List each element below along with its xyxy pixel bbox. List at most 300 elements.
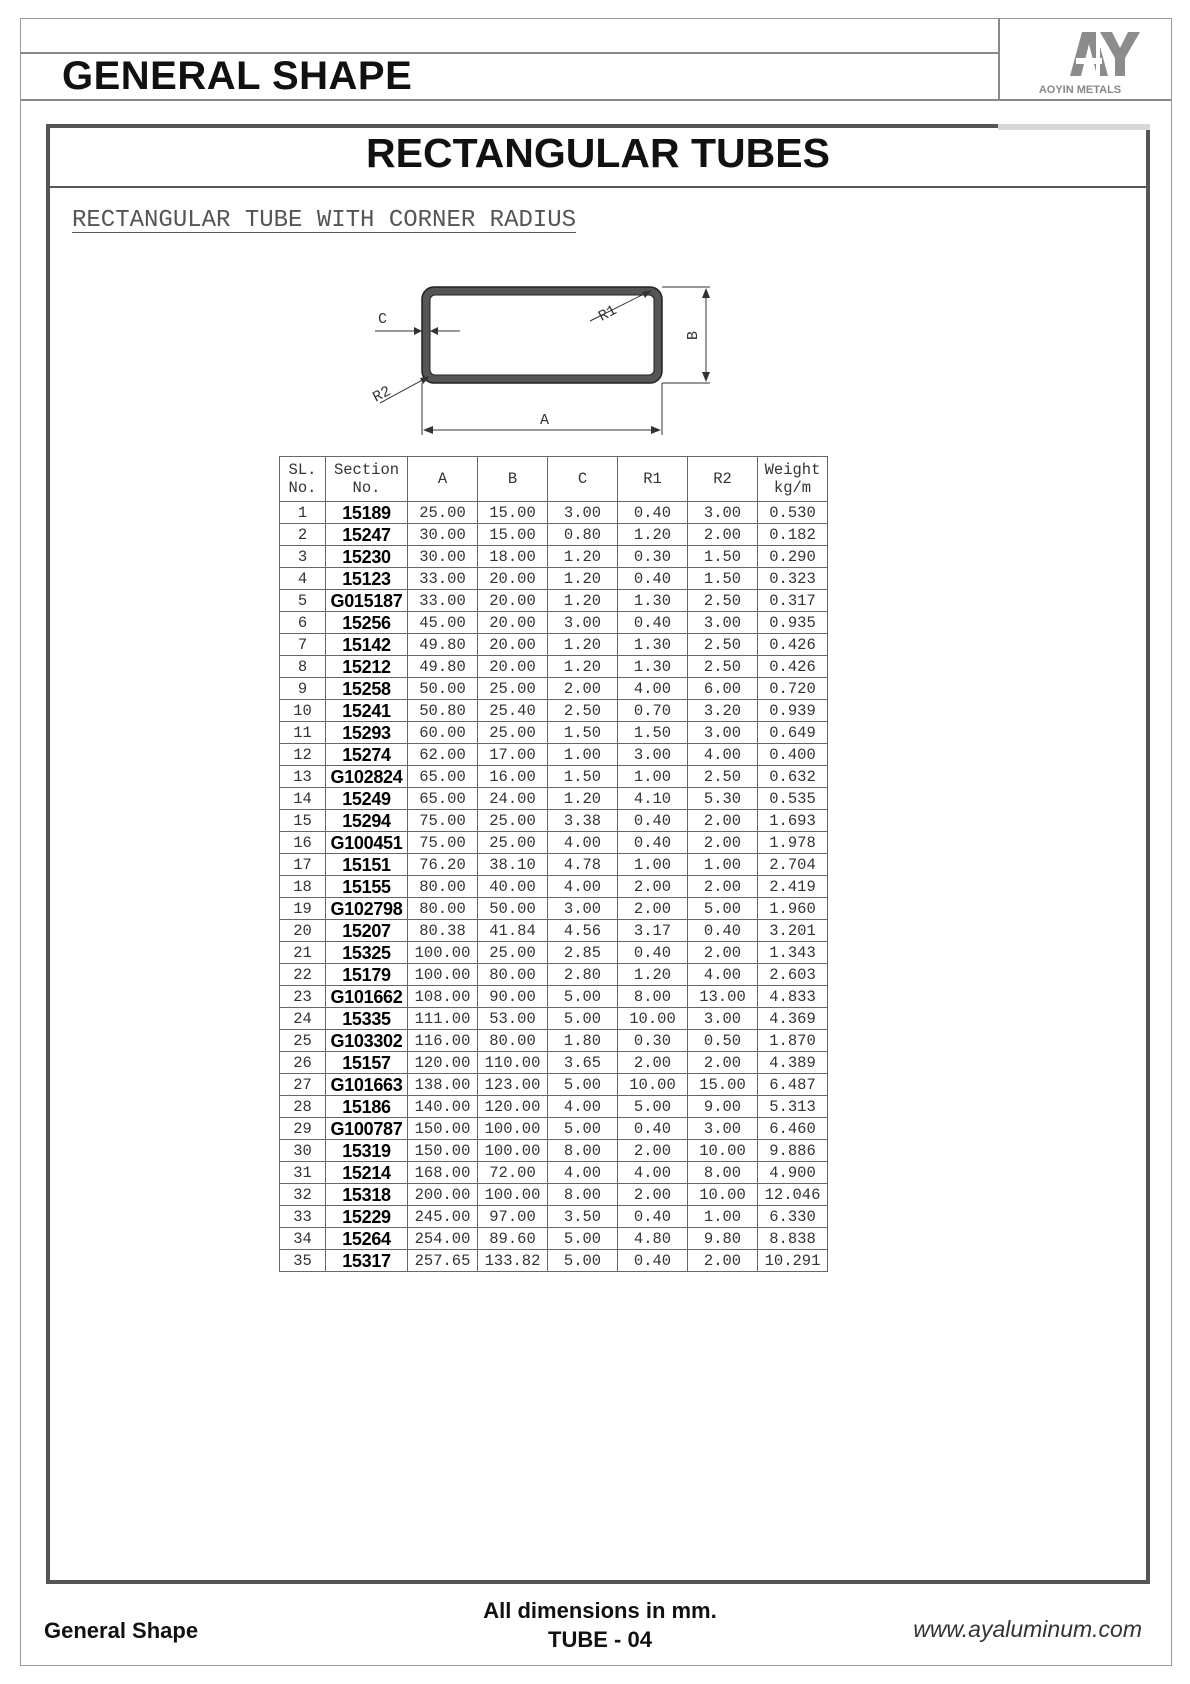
section-subtitle: RECTANGULAR TUBE WITH CORNER RADIUS	[72, 207, 577, 234]
cell-c: 3.00	[548, 502, 618, 524]
cell-c: 5.00	[548, 1008, 618, 1030]
cell-weight: 4.369	[758, 1008, 828, 1030]
cell-r2: 2.00	[688, 524, 758, 546]
table-row	[280, 722, 828, 744]
header-c: C	[548, 457, 618, 502]
cell-r2: 2.00	[688, 1250, 758, 1272]
footer-left-label: General Shape	[44, 1618, 199, 1643]
table-row	[280, 1030, 828, 1052]
cell-c: 3.00	[548, 898, 618, 920]
cell-r2: 2.00	[688, 810, 758, 832]
cell-section-no: 15319	[326, 1140, 408, 1162]
cell-sl-no: 1	[280, 502, 326, 524]
header-weight: Weight kg/m	[758, 457, 828, 502]
cell-r2: 3.00	[688, 1008, 758, 1030]
cell-r2: 5.00	[688, 898, 758, 920]
cell-b: 20.00	[478, 634, 548, 656]
cell-r2: 2.00	[688, 876, 758, 898]
footer-center	[380, 1596, 820, 1654]
cell-b: 80.00	[478, 964, 548, 986]
cell-r1: 5.00	[618, 1096, 688, 1118]
cell-weight: 2.419	[758, 876, 828, 898]
cell-c: 3.00	[548, 612, 618, 634]
cell-sl-no: 31	[280, 1162, 326, 1184]
cell-b: 110.00	[478, 1052, 548, 1074]
cell-r1: 4.10	[618, 788, 688, 810]
cell-weight: 0.400	[758, 744, 828, 766]
table-row	[280, 810, 828, 832]
cell-c: 8.00	[548, 1184, 618, 1206]
cell-section-no: 15241	[326, 700, 408, 722]
cell-b: 20.00	[478, 612, 548, 634]
cell-r2: 9.80	[688, 1228, 758, 1250]
cell-c: 5.00	[548, 1074, 618, 1096]
cell-b: 20.00	[478, 656, 548, 678]
cell-c: 1.80	[548, 1030, 618, 1052]
cell-section-no: 15214	[326, 1162, 408, 1184]
footer-dimensions-note: All dimensions in mm.	[483, 1598, 717, 1623]
cell-r2: 2.00	[688, 1052, 758, 1074]
cell-r2: 10.00	[688, 1184, 758, 1206]
cell-weight: 0.535	[758, 788, 828, 810]
cell-r1: 0.40	[618, 1206, 688, 1228]
cell-r1: 4.00	[618, 1162, 688, 1184]
cell-r1: 2.00	[618, 876, 688, 898]
cell-section-no: 15207	[326, 920, 408, 942]
cell-b: 25.00	[478, 832, 548, 854]
cell-a: 62.00	[408, 744, 478, 766]
cell-r2: 2.50	[688, 634, 758, 656]
cell-section-no: 15258	[326, 678, 408, 700]
cell-weight: 2.603	[758, 964, 828, 986]
cell-c: 5.00	[548, 1250, 618, 1272]
table-row	[280, 942, 828, 964]
cell-sl-no: 16	[280, 832, 326, 854]
company-logo	[1000, 24, 1160, 100]
cell-r1: 2.00	[618, 1052, 688, 1074]
cell-b: 38.10	[478, 854, 548, 876]
cell-section-no: 15157	[326, 1052, 408, 1074]
title-rule	[50, 186, 1146, 188]
cell-r1: 1.20	[618, 964, 688, 986]
cell-sl-no: 32	[280, 1184, 326, 1206]
cell-weight: 2.704	[758, 854, 828, 876]
cell-a: 100.00	[408, 964, 478, 986]
cell-sl-no: 18	[280, 876, 326, 898]
cell-r1: 10.00	[618, 1074, 688, 1096]
table-row	[280, 656, 828, 678]
cell-sl-no: 35	[280, 1250, 326, 1272]
cell-weight: 1.343	[758, 942, 828, 964]
cell-sl-no: 3	[280, 546, 326, 568]
cell-b: 89.60	[478, 1228, 548, 1250]
cell-c: 1.50	[548, 766, 618, 788]
cell-c: 5.00	[548, 986, 618, 1008]
cell-r1: 1.30	[618, 634, 688, 656]
cell-sl-no: 25	[280, 1030, 326, 1052]
table-row	[280, 524, 828, 546]
footer-website-link[interactable]: www.ayaluminum.com	[913, 1616, 1142, 1642]
cell-c: 4.78	[548, 854, 618, 876]
table-row	[280, 1140, 828, 1162]
cell-b: 97.00	[478, 1206, 548, 1228]
cell-sl-no: 23	[280, 986, 326, 1008]
table-row	[280, 1206, 828, 1228]
table-row	[280, 634, 828, 656]
table-row	[280, 1250, 828, 1272]
cell-weight: 12.046	[758, 1184, 828, 1206]
cell-r2: 0.40	[688, 920, 758, 942]
cell-r1: 1.30	[618, 590, 688, 612]
cell-section-no: G100451	[326, 832, 408, 854]
cell-r1: 0.40	[618, 568, 688, 590]
cell-sl-no: 13	[280, 766, 326, 788]
cell-sl-no: 17	[280, 854, 326, 876]
cell-r2: 1.50	[688, 546, 758, 568]
cell-section-no: G102798	[326, 898, 408, 920]
cell-b: 40.00	[478, 876, 548, 898]
cell-r2: 2.50	[688, 766, 758, 788]
table-row	[280, 1228, 828, 1250]
cell-section-no: 15230	[326, 546, 408, 568]
cell-weight: 4.833	[758, 986, 828, 1008]
cell-weight: 6.330	[758, 1206, 828, 1228]
cell-sl-no: 22	[280, 964, 326, 986]
cell-section-no: 15317	[326, 1250, 408, 1272]
cell-a: 49.80	[408, 656, 478, 678]
table-row	[280, 1118, 828, 1140]
cell-sl-no: 7	[280, 634, 326, 656]
cell-b: 90.00	[478, 986, 548, 1008]
cell-c: 1.20	[548, 568, 618, 590]
cell-weight: 6.460	[758, 1118, 828, 1140]
cell-b: 20.00	[478, 568, 548, 590]
dimensions-table	[279, 456, 828, 1272]
cell-c: 4.00	[548, 1162, 618, 1184]
cell-weight: 5.313	[758, 1096, 828, 1118]
cell-a: 257.65	[408, 1250, 478, 1272]
cell-a: 108.00	[408, 986, 478, 1008]
logo-company-name: AOYIN METALS	[1038, 84, 1122, 96]
cell-c: 5.00	[548, 1118, 618, 1140]
cell-c: 1.20	[548, 634, 618, 656]
cell-weight: 1.870	[758, 1030, 828, 1052]
cell-r1: 1.30	[618, 656, 688, 678]
cell-section-no: 15155	[326, 876, 408, 898]
cell-weight: 0.426	[758, 656, 828, 678]
cell-r2: 1.50	[688, 568, 758, 590]
cell-section-no: G103302	[326, 1030, 408, 1052]
cell-weight: 0.426	[758, 634, 828, 656]
cell-section-no: 15229	[326, 1206, 408, 1228]
cell-r1: 2.00	[618, 1140, 688, 1162]
table-row	[280, 986, 828, 1008]
cell-c: 2.80	[548, 964, 618, 986]
table-row	[280, 876, 828, 898]
header-section-no: Section No.	[326, 457, 408, 502]
cell-section-no: G015187	[326, 590, 408, 612]
ay-logo-icon	[1000, 24, 1160, 84]
table-row	[280, 766, 828, 788]
cell-b: 123.00	[478, 1074, 548, 1096]
cell-r1: 2.00	[618, 1184, 688, 1206]
table-row	[280, 502, 828, 524]
cell-r2: 3.20	[688, 700, 758, 722]
cell-b: 25.00	[478, 678, 548, 700]
cell-c: 4.00	[548, 1096, 618, 1118]
cell-a: 150.00	[408, 1118, 478, 1140]
table-row	[280, 1008, 828, 1030]
cell-section-no: G100787	[326, 1118, 408, 1140]
cell-section-no: 15325	[326, 942, 408, 964]
cell-r2: 10.00	[688, 1140, 758, 1162]
table-row	[280, 898, 828, 920]
cell-sl-no: 11	[280, 722, 326, 744]
cell-r1: 0.40	[618, 1250, 688, 1272]
table-row	[280, 964, 828, 986]
cell-a: 80.00	[408, 876, 478, 898]
cell-b: 100.00	[478, 1184, 548, 1206]
cell-a: 100.00	[408, 942, 478, 964]
cell-a: 45.00	[408, 612, 478, 634]
cell-r2: 15.00	[688, 1074, 758, 1096]
cell-r1: 1.00	[618, 854, 688, 876]
cell-r1: 0.40	[618, 942, 688, 964]
cell-weight: 1.978	[758, 832, 828, 854]
cell-weight: 6.487	[758, 1074, 828, 1096]
cell-section-no: 15151	[326, 854, 408, 876]
header-title: GENERAL SHAPE	[62, 54, 413, 98]
table-row	[280, 1162, 828, 1184]
cell-b: 133.82	[478, 1250, 548, 1272]
cell-r1: 3.00	[618, 744, 688, 766]
cell-section-no: 15293	[326, 722, 408, 744]
cell-section-no: 15142	[326, 634, 408, 656]
table-row	[280, 1096, 828, 1118]
cell-sl-no: 8	[280, 656, 326, 678]
cell-sl-no: 4	[280, 568, 326, 590]
cell-r1: 4.80	[618, 1228, 688, 1250]
cell-weight: 0.935	[758, 612, 828, 634]
cell-r2: 3.00	[688, 722, 758, 744]
cell-section-no: 15335	[326, 1008, 408, 1030]
table-header-row	[280, 457, 828, 502]
cell-b: 80.00	[478, 1030, 548, 1052]
cell-r1: 0.40	[618, 832, 688, 854]
cell-b: 100.00	[478, 1118, 548, 1140]
cell-b: 20.00	[478, 590, 548, 612]
cell-r2: 3.00	[688, 1118, 758, 1140]
header-r2: R2	[688, 457, 758, 502]
cell-sl-no: 29	[280, 1118, 326, 1140]
cell-a: 168.00	[408, 1162, 478, 1184]
cell-b: 18.00	[478, 546, 548, 568]
cell-r1: 0.40	[618, 502, 688, 524]
cell-c: 4.00	[548, 832, 618, 854]
cell-r1: 10.00	[618, 1008, 688, 1030]
table-row	[280, 1052, 828, 1074]
cell-a: 33.00	[408, 568, 478, 590]
cell-r2: 0.50	[688, 1030, 758, 1052]
cell-weight: 0.530	[758, 502, 828, 524]
cell-section-no: 15179	[326, 964, 408, 986]
cell-r2: 2.50	[688, 656, 758, 678]
cell-c: 0.80	[548, 524, 618, 546]
cell-b: 17.00	[478, 744, 548, 766]
cell-section-no: 15189	[326, 502, 408, 524]
cell-c: 4.56	[548, 920, 618, 942]
table-row	[280, 1184, 828, 1206]
cell-c: 1.50	[548, 722, 618, 744]
cell-a: 80.00	[408, 898, 478, 920]
cell-sl-no: 2	[280, 524, 326, 546]
cell-sl-no: 28	[280, 1096, 326, 1118]
cell-weight: 1.960	[758, 898, 828, 920]
cell-a: 120.00	[408, 1052, 478, 1074]
cell-section-no: G101662	[326, 986, 408, 1008]
header-sl-no: SL. No.	[280, 457, 326, 502]
cell-weight: 0.632	[758, 766, 828, 788]
cell-weight: 1.693	[758, 810, 828, 832]
cell-weight: 0.317	[758, 590, 828, 612]
cell-a: 116.00	[408, 1030, 478, 1052]
cell-weight: 8.838	[758, 1228, 828, 1250]
cell-sl-no: 30	[280, 1140, 326, 1162]
cell-a: 111.00	[408, 1008, 478, 1030]
cell-c: 2.85	[548, 942, 618, 964]
cell-c: 1.20	[548, 546, 618, 568]
cell-weight: 0.939	[758, 700, 828, 722]
table-row	[280, 1074, 828, 1096]
cell-a: 50.80	[408, 700, 478, 722]
cell-weight: 4.900	[758, 1162, 828, 1184]
cell-a: 60.00	[408, 722, 478, 744]
header-b: B	[478, 457, 548, 502]
cell-section-no: 15123	[326, 568, 408, 590]
cell-weight: 9.886	[758, 1140, 828, 1162]
cell-r2: 3.00	[688, 612, 758, 634]
cell-c: 2.50	[548, 700, 618, 722]
cell-sl-no: 19	[280, 898, 326, 920]
cell-a: 65.00	[408, 788, 478, 810]
cell-sl-no: 34	[280, 1228, 326, 1250]
cell-b: 50.00	[478, 898, 548, 920]
cell-r2: 2.00	[688, 832, 758, 854]
cell-r2: 2.50	[688, 590, 758, 612]
table-row	[280, 546, 828, 568]
cell-sl-no: 20	[280, 920, 326, 942]
cell-r2: 2.00	[688, 942, 758, 964]
cell-a: 50.00	[408, 678, 478, 700]
diagram-label-c: C	[378, 311, 388, 328]
table-row	[280, 832, 828, 854]
table-row	[280, 744, 828, 766]
cell-sl-no: 9	[280, 678, 326, 700]
cell-b: 16.00	[478, 766, 548, 788]
cell-b: 100.00	[478, 1140, 548, 1162]
table-row	[280, 920, 828, 942]
cell-b: 41.84	[478, 920, 548, 942]
cell-weight: 0.290	[758, 546, 828, 568]
cell-weight: 10.291	[758, 1250, 828, 1272]
page-title: RECTANGULAR TUBES	[366, 130, 830, 176]
cell-sl-no: 21	[280, 942, 326, 964]
cell-r1: 0.30	[618, 1030, 688, 1052]
table-row	[280, 590, 828, 612]
footer-page-code: TUBE - 04	[548, 1627, 652, 1652]
cell-a: 65.00	[408, 766, 478, 788]
cell-weight: 0.720	[758, 678, 828, 700]
cell-b: 72.00	[478, 1162, 548, 1184]
cell-b: 15.00	[478, 502, 548, 524]
cell-sl-no: 12	[280, 744, 326, 766]
cell-sl-no: 5	[280, 590, 326, 612]
cell-r1: 1.00	[618, 766, 688, 788]
table-row	[280, 612, 828, 634]
cell-r1: 0.70	[618, 700, 688, 722]
cell-c: 1.20	[548, 656, 618, 678]
cell-c: 3.38	[548, 810, 618, 832]
cell-a: 75.00	[408, 832, 478, 854]
cell-a: 49.80	[408, 634, 478, 656]
cell-r2: 4.00	[688, 744, 758, 766]
cell-a: 245.00	[408, 1206, 478, 1228]
cell-c: 1.00	[548, 744, 618, 766]
cell-a: 80.38	[408, 920, 478, 942]
cell-a: 76.20	[408, 854, 478, 876]
cell-section-no: 15212	[326, 656, 408, 678]
diagram-label-r1: R1	[595, 302, 620, 326]
cell-r2: 6.00	[688, 678, 758, 700]
cell-section-no: 15186	[326, 1096, 408, 1118]
cell-b: 53.00	[478, 1008, 548, 1030]
cell-a: 30.00	[408, 524, 478, 546]
cell-sl-no: 27	[280, 1074, 326, 1096]
cell-sl-no: 10	[280, 700, 326, 722]
cell-section-no: 15256	[326, 612, 408, 634]
cell-section-no: 15274	[326, 744, 408, 766]
cell-r2: 3.00	[688, 502, 758, 524]
cell-a: 138.00	[408, 1074, 478, 1096]
cell-a: 30.00	[408, 546, 478, 568]
cell-section-no: 15247	[326, 524, 408, 546]
cell-section-no: G102824	[326, 766, 408, 788]
cell-r1: 1.20	[618, 524, 688, 546]
cell-r1: 3.17	[618, 920, 688, 942]
diagram-label-r2: R2	[370, 383, 395, 407]
cell-sl-no: 26	[280, 1052, 326, 1074]
cell-section-no: 15249	[326, 788, 408, 810]
cell-r2: 8.00	[688, 1162, 758, 1184]
cell-r2: 1.00	[688, 854, 758, 876]
cell-a: 75.00	[408, 810, 478, 832]
cell-r1: 4.00	[618, 678, 688, 700]
table-row	[280, 678, 828, 700]
cell-b: 120.00	[478, 1096, 548, 1118]
cell-weight: 0.182	[758, 524, 828, 546]
cell-weight: 3.201	[758, 920, 828, 942]
cell-b: 25.00	[478, 810, 548, 832]
table-row	[280, 568, 828, 590]
cell-r2: 4.00	[688, 964, 758, 986]
cell-sl-no: 24	[280, 1008, 326, 1030]
tube-cross-section-diagram	[340, 275, 730, 440]
cell-section-no: 15264	[326, 1228, 408, 1250]
cell-section-no: G101663	[326, 1074, 408, 1096]
cell-r1: 0.40	[618, 810, 688, 832]
cell-r1: 2.00	[618, 898, 688, 920]
cell-c: 3.50	[548, 1206, 618, 1228]
